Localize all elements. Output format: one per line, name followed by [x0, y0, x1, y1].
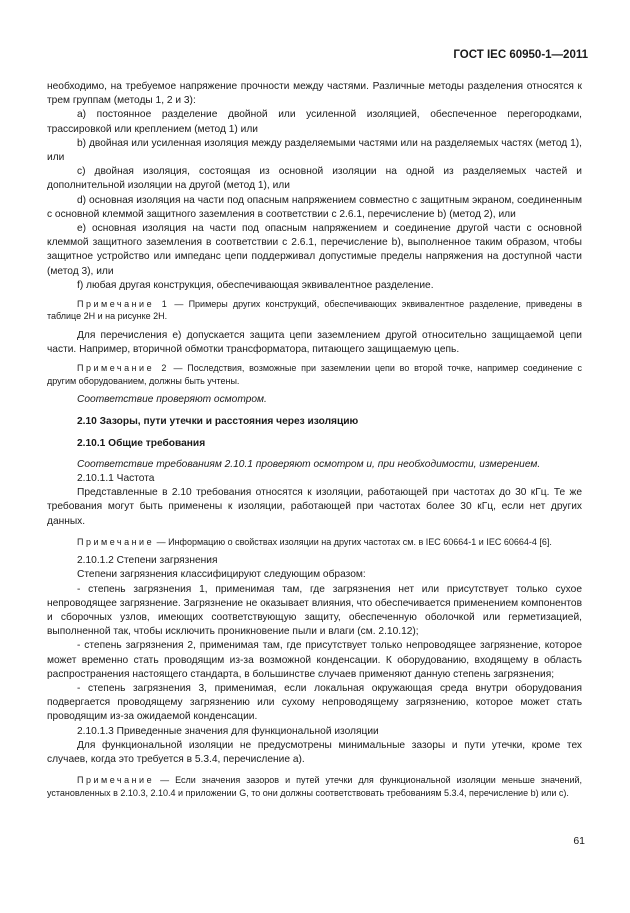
document-id-header: ГОСТ IEC 60950-1—2011: [453, 49, 588, 61]
page-content: [47, 80, 582, 805]
section-heading-2-10: 2.10 Зазоры, пути утечки и расстояния через изоляцию: [77, 416, 359, 428]
list-item-f: f) любая другая конструкция, обеспечивающая эквивалентное разделение.: [77, 279, 434, 291]
note-4: [47, 774, 582, 799]
note-text: — Примеры других конструкций, обеспечивающих эквивалентное разделение, приведены в таблице 2Н и на рисунке 2Н.: [47, 299, 582, 322]
note-text: — Если значения зазоров и путей утечки для функциональной изоляции меньше значений, установленных в 2.10.3, 2.10.4 и приложении G, то они должны соответствовать требованиям 5.3.4, перечисление b) или c).: [47, 775, 582, 798]
paragraph-intro: необходимо, на требуемое напряжение прочности между частями. Различные методы разделения относятся к трем группам (методы 1, 2 и 3):: [47, 81, 582, 107]
note-text: — Последствия, возможные при заземлении цепи во второй точке, например соединение с другим оборудованием, должны быть учтены.: [47, 363, 582, 386]
list-item-b: b) двойная или усиленная изоляция между разделяемыми частями или на разделяемых частях (метод 1), или: [47, 137, 582, 164]
paragraph-functional-insulation: Для функциональной изоляции не предусмотрены минимальные зазоры и пути утечки, кроме тех случаев, когда это требуется в 5.3.4, перечисление а).: [47, 739, 582, 765]
paragraph-item-e-explanation: Для перечисления e) допускается защита цепи заземлением другой относительно защищаемой цепи части. Например, вторичной обмотки трансформатора, питающего защищаемую цепь.: [47, 329, 582, 356]
list-item-d: d) основная изоляция на части под опасным напряжением совместно с защитным экраном, соединенным с основной клеммой защитного заземления в соответствии с 2.6.1, перечисление b) (метод 2), или: [47, 194, 582, 220]
note-1: [47, 298, 582, 323]
list-item-a: а) постоянное разделение двойной или усиленной изоляцией, обеспеченное перегородками, трассировкой или креплением (метод 1) или: [47, 109, 582, 135]
paragraph-pollution-intro: Степени загрязнения классифицируют следующим образом:: [77, 569, 366, 581]
note-label: Примечание 1: [77, 299, 170, 310]
list-item-pollution-2: - степень загрязнения 2, применимая там, где присутствует только непроводящее загрязнение, которое может временно стать проводящим из-за возможной конденсации. К оборудованию, входящему в область распространения настоящего стандарта, в большинстве случаев применяют данную степень загрязнения;: [47, 640, 582, 680]
page-number: 61: [573, 835, 585, 847]
note-label: Примечание 2: [77, 363, 169, 374]
list-item-pollution-3: - степень загрязнения 3, применимая, если локальная окружающая среда внутри оборудования подвергается проводящему загрязнению или сухому непроводящему загрязнению, которое может стать проводящим из-за ожидаемой конденсации.: [47, 682, 582, 723]
subsection-heading-2-10-1-1: 2.10.1.1 Частота: [77, 472, 155, 484]
section-heading-2-10-1: 2.10.1 Общие требования: [77, 438, 206, 450]
note-label: Примечание: [77, 775, 155, 786]
list-item-e: e) основная изоляция на части под опасным напряжением и соединение другой части с основной клеммой защитного заземления в соответствии с 2.6.1, перечисление b), выполненное таким образом, чтобы защитное устройство или импеданс цепи поддерживал допустимые пределы напряжения на доступной части (метод 3), или: [47, 223, 582, 277]
note-label: Примечание: [77, 536, 155, 547]
note-3: [47, 536, 582, 548]
compliance-statement-2-10-1: Соответствие требованиям 2.10.1 проверяют осмотром и, при необходимости, измерением.: [77, 458, 541, 470]
note-text: — Информацию о свойствах изоляции на других частотах см. в IEC 60664-1 и IEC 60664-4 [6].: [154, 536, 552, 547]
subsection-heading-2-10-1-3: 2.10.1.3 Приведенные значения для функциональной изоляции: [77, 725, 379, 737]
subsection-heading-2-10-1-2: 2.10.1.2 Степени загрязнения: [77, 555, 218, 567]
note-2: [47, 362, 582, 387]
paragraph-frequency: Представленные в 2.10 требования относятся к изоляции, работающей при частотах до 30 кГц. Те же требования могут быть применены к изоляции, работающей при частотах более 30 кГц, если нет других данных.: [47, 487, 582, 527]
list-item-c: c) двойная изоляция, состоящая из основной изоляции на одной из разделяемых частей и дополнительной изоляции на другой (метод 1), или: [47, 166, 582, 192]
list-item-pollution-1: - степень загрязнения 1, применимая там, где загрязнения нет или присутствует только сухое непроводящее загрязнение. Загрязнение не оказывает влияния, что обеспечивается применением компонентов и сборочных узлов, имеющих соответствующую защиту, обеспеченную оболочкой или герметизацией, выполненной так, чтобы исключить проникновение пыли и влаги (см. 2.10.12);: [47, 583, 582, 638]
compliance-statement: Соответствие проверяют осмотром.: [77, 394, 267, 406]
